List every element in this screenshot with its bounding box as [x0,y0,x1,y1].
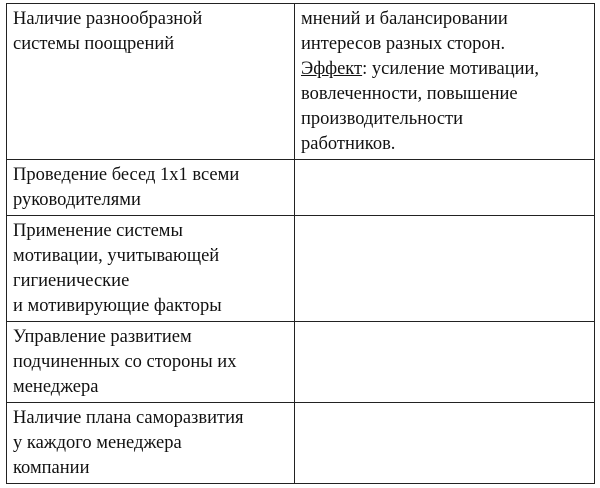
result-cell [295,216,595,322]
text-line: менеджера [13,377,99,397]
measure-cell [7,403,295,484]
table-row [7,403,595,484]
text-line: работников. [301,134,396,154]
text-line: подчиненных со стороны их [13,352,237,372]
measure-cell [7,4,295,160]
text-line: мнений и балансировании [301,9,508,29]
table-row [7,322,595,403]
result-cell [295,322,595,403]
text-line: Наличие разнообразной [13,9,203,29]
measure-cell [7,160,295,216]
result-cell [295,160,595,216]
text-line: у каждого менеджера [13,433,182,453]
text-line: и мотивирующие факторы [13,296,222,316]
effect-label: Эффект [301,59,363,79]
table-row [7,216,595,322]
effect-text: : усиление мотивации, [362,59,540,79]
effect-line [301,57,588,82]
text-line: системы поощрений [13,34,175,54]
text-line: Проведение бесед 1х1 всеми [13,165,240,185]
result-cell [295,4,595,160]
result-cell [295,403,595,484]
text-line: Применение системы [13,221,183,241]
text-line: интересов разных сторон. [301,34,506,54]
text-line: производительности [301,109,464,129]
text-line: вовлеченности, повышение [301,84,518,104]
text-line: руководителями [13,190,141,210]
table-row [7,160,595,216]
text-line: гигиенические [13,271,130,291]
text-line: Наличие плана саморазвития [13,408,244,428]
measure-cell [7,216,295,322]
text-line: Управление развитием [13,327,192,347]
text-line: компании [13,458,90,478]
measures-table [6,3,595,484]
text-line: мотивации, учитывающей [13,246,220,266]
measure-cell [7,322,295,403]
table-row [7,4,595,160]
